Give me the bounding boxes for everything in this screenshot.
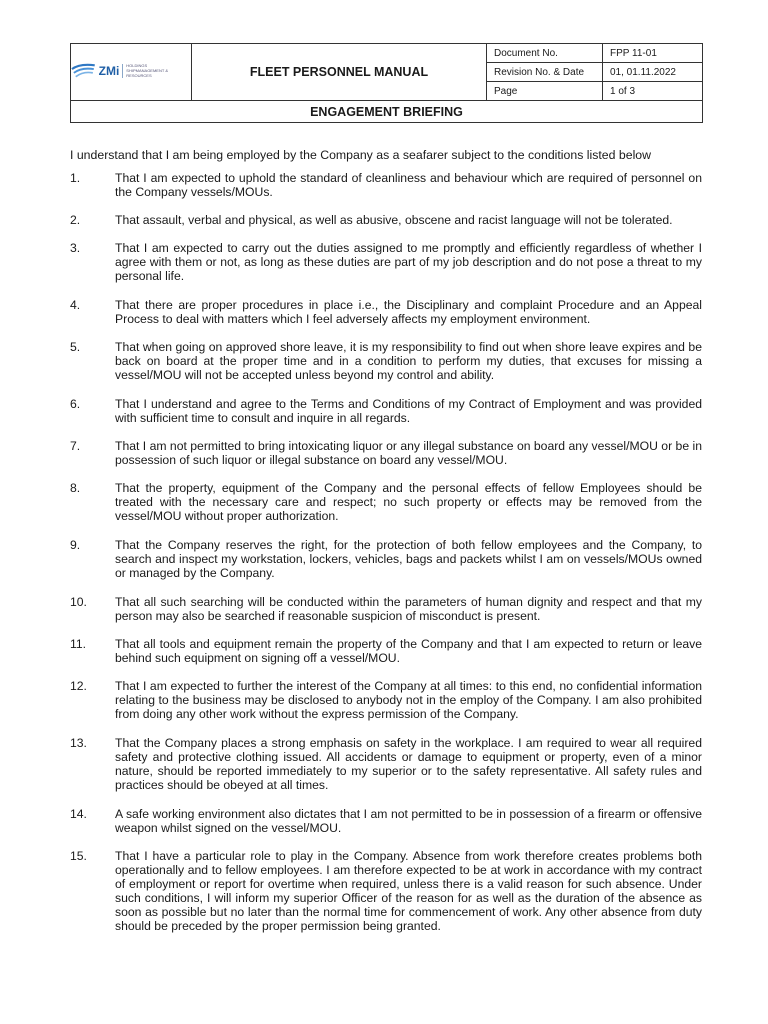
item-text: That I am expected to further the interest of the Company at all times: to this end, no confidential information relating to the business may be disclosed to anybody not in the employ of the Company. I am also prohibited from doing any other work without the express permission of the Company. xyxy=(115,679,702,721)
wave-logo-icon xyxy=(71,63,96,79)
item-text: That assault, verbal and physical, as well as abusive, obscene and racist language will not be tolerated. xyxy=(115,213,673,227)
list-item xyxy=(70,807,702,835)
document-no-label: Document No. xyxy=(487,44,603,63)
list-item xyxy=(70,736,702,792)
item-number: 1. xyxy=(70,171,81,185)
item-number: 12. xyxy=(70,679,87,693)
item-number: 5. xyxy=(70,340,81,354)
list-item xyxy=(70,397,702,425)
list-item xyxy=(70,481,702,523)
revision-label: Revision No. & Date xyxy=(487,63,603,82)
document-header-table xyxy=(70,43,703,123)
list-item xyxy=(70,637,702,665)
item-text: That all such searching will be conducted within the parameters of human dignity and respect and that my person may also be searched if reasonable suspicion of misconduct is present. xyxy=(115,595,702,623)
section-title: ENGAGEMENT BRIEFING xyxy=(71,101,703,123)
logo-tagline-line-2: SHIPMANAGEMENT & RESOURCES xyxy=(126,68,169,78)
list-item xyxy=(70,298,702,326)
conditions-list xyxy=(70,171,702,933)
item-number: 4. xyxy=(70,298,81,312)
page-label: Page xyxy=(487,82,603,101)
item-number: 8. xyxy=(70,481,81,495)
item-number: 14. xyxy=(70,807,87,821)
item-text: That the property, equipment of the Company and the personal effects of fellow Employees should be treated with the necessary care and respect; no such property or effects may be removed from the vessel/MOU without proper authorization. xyxy=(115,481,702,523)
logo-text: ZMi xyxy=(98,63,120,78)
list-item xyxy=(70,171,702,199)
intro-paragraph: I understand that I am being employed by the Company as a seafarer subject to the conditions listed below xyxy=(70,148,652,163)
list-item xyxy=(70,213,702,227)
page-value: 1 of 3 xyxy=(603,82,703,101)
item-text: That the Company places a strong emphasis on safety in the workplace. I am required to wear all required safety and protective clothing issued. All accidents or damage to equipment or property, even of a minor nature, should be reported immediately to my superior or to the safety representative. All safety rules and practices should be obeyed at all times. xyxy=(115,736,702,792)
item-text: That when going on approved shore leave, it is my responsibility to find out when shore leave expires and be back on board at the proper time and in a condition to perform my duties, that excuses for missing a vessel/MOU will not be accepted unless beyond my control and ability. xyxy=(115,340,702,382)
list-item xyxy=(70,241,702,283)
item-number: 10. xyxy=(70,595,87,609)
item-number: 6. xyxy=(70,397,81,411)
company-logo xyxy=(71,63,191,79)
item-text: That I am expected to uphold the standard of cleanliness and behaviour which are required of personnel on the Company vessels/MOUs. xyxy=(115,171,702,199)
item-number: 15. xyxy=(70,849,87,863)
item-text: That the Company reserves the right, for the protection of both fellow employees and the Company, to search and inspect my workstation, lockers, vehicles, bags and packets whilst I am on vessels/MOUs owned or managed by the Company. xyxy=(115,538,702,580)
item-text: That I have a particular role to play in the Company. Absence from work therefore creates problems both operationally and to fellow employees. I am therefore expected to be at work in accordance with my contract of employment or report for overtime when required, unless there is a valid reason for such absence. Under such conditions, I will inform my superior Officer of the reason for as well as the duration of the absence as soon as possible but no later than the normal time for commencement of work. Any other absence from duty should be preceded by the proper permission being granted. xyxy=(115,849,702,933)
manual-title: FLEET PERSONNEL MANUAL xyxy=(192,44,487,101)
item-number: 9. xyxy=(70,538,81,552)
item-number: 13. xyxy=(70,736,87,750)
logo-tagline xyxy=(126,63,191,78)
revision-value: 01, 01.11.2022 xyxy=(603,63,703,82)
item-number: 2. xyxy=(70,213,81,227)
document-no-value: FPP 11-01 xyxy=(603,44,703,63)
item-text: That all tools and equipment remain the property of the Company and that I am expected to return or leave behind such equipment on signing off a vessel/MOU. xyxy=(115,637,702,665)
list-item xyxy=(70,439,702,467)
list-item xyxy=(70,538,702,580)
item-text: A safe working environment also dictates that I am not permitted to be in possession of a firearm or offensive weapon whilst signed on the vessel/MOU. xyxy=(115,807,702,835)
logo-divider xyxy=(122,64,123,78)
list-item xyxy=(70,679,702,721)
item-number: 3. xyxy=(70,241,81,255)
item-number: 11. xyxy=(70,637,87,651)
item-text: That I am not permitted to bring intoxicating liquor or any illegal substance on board any vessel/MOU or be in possession of such liquor or illegal substance on board any vessel/MOU. xyxy=(115,439,702,467)
list-item xyxy=(70,340,702,382)
logo-cell xyxy=(71,44,192,101)
logo-tagline-line-1: HOLDINGS xyxy=(126,63,148,68)
item-number: 7. xyxy=(70,439,81,453)
list-item xyxy=(70,849,702,933)
item-text: That I understand and agree to the Terms and Conditions of my Contract of Employment and was provided with sufficient time to consult and inquire in all regards. xyxy=(115,397,702,425)
item-text: That there are proper procedures in place i.e., the Disciplinary and complaint Procedure and an Appeal Process to deal with matters which I feel adversely affects my employment environment. xyxy=(115,298,702,326)
item-text: That I am expected to carry out the duties assigned to me promptly and efficiently regardless of whether I agree with them or not, as long as these duties are part of my job description and do not pose a threat to my personal life. xyxy=(115,241,702,283)
list-item xyxy=(70,595,702,623)
